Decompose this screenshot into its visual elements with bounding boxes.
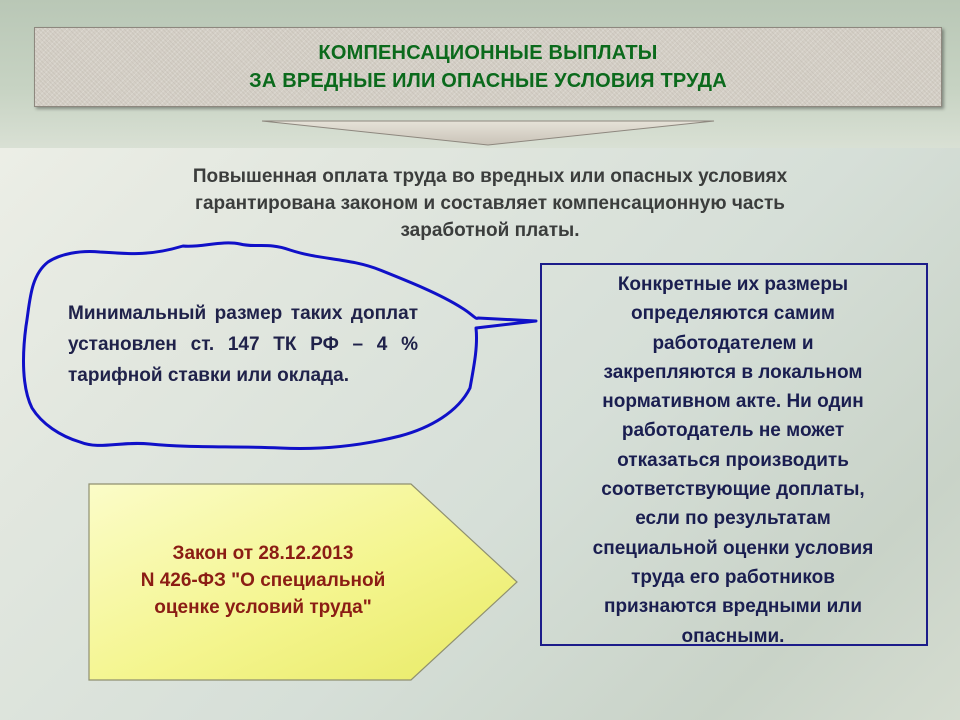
intro-text (100, 163, 880, 244)
law-line-1: Закон от 28.12.2013 (172, 543, 354, 564)
employer-info-line: опасными. (681, 625, 785, 647)
law-line-3: оценке условий труда" (154, 597, 372, 618)
intro-line-3: заработной платы. (400, 220, 580, 241)
employer-info-line: специальной оценки условия (592, 537, 874, 559)
employer-info-line: закрепляются в локальном (603, 361, 863, 383)
employer-info-text (548, 270, 918, 651)
law-reference-text (98, 540, 428, 621)
intro-line-1: Повышенная оплата труда во вредных или опасных условиях (192, 166, 788, 187)
title-box (34, 27, 942, 107)
minimum-payment-text: Минимальный размер таких доплат установлен ст. 147 ТК РФ – 4 % тарифной ставки или оклада. (68, 303, 418, 386)
law-line-2: N 426-ФЗ "О специальной (140, 570, 386, 591)
employer-info-line: Конкретные их размеры (617, 274, 849, 295)
down-arrow-shape (260, 117, 716, 147)
employer-info-line: признаются вредными или (603, 596, 863, 618)
employer-info-line: нормативном акте. Ни один (602, 391, 864, 413)
employer-info-line: соответствующие доплаты, (601, 479, 865, 501)
employer-info-line: определяются самим (631, 303, 835, 325)
employer-info-line: отказаться производить (617, 449, 849, 471)
employer-info-line: труда его работников (631, 566, 835, 588)
page-title-line-1: КОМПЕНСАЦИОННЫЕ ВЫПЛАТЫ (318, 42, 658, 64)
intro-line-2: гарантирована законом и составляет компенсационную часть (195, 193, 785, 214)
employer-info-line: если по результатам (635, 508, 831, 530)
page-title-line-2: ЗА ВРЕДНЫЕ ИЛИ ОПАСНЫЕ УСЛОВИЯ ТРУДА (249, 70, 727, 92)
employer-info-line: работодателем и (652, 332, 814, 354)
employer-info-line: работодатель не может (621, 420, 845, 442)
